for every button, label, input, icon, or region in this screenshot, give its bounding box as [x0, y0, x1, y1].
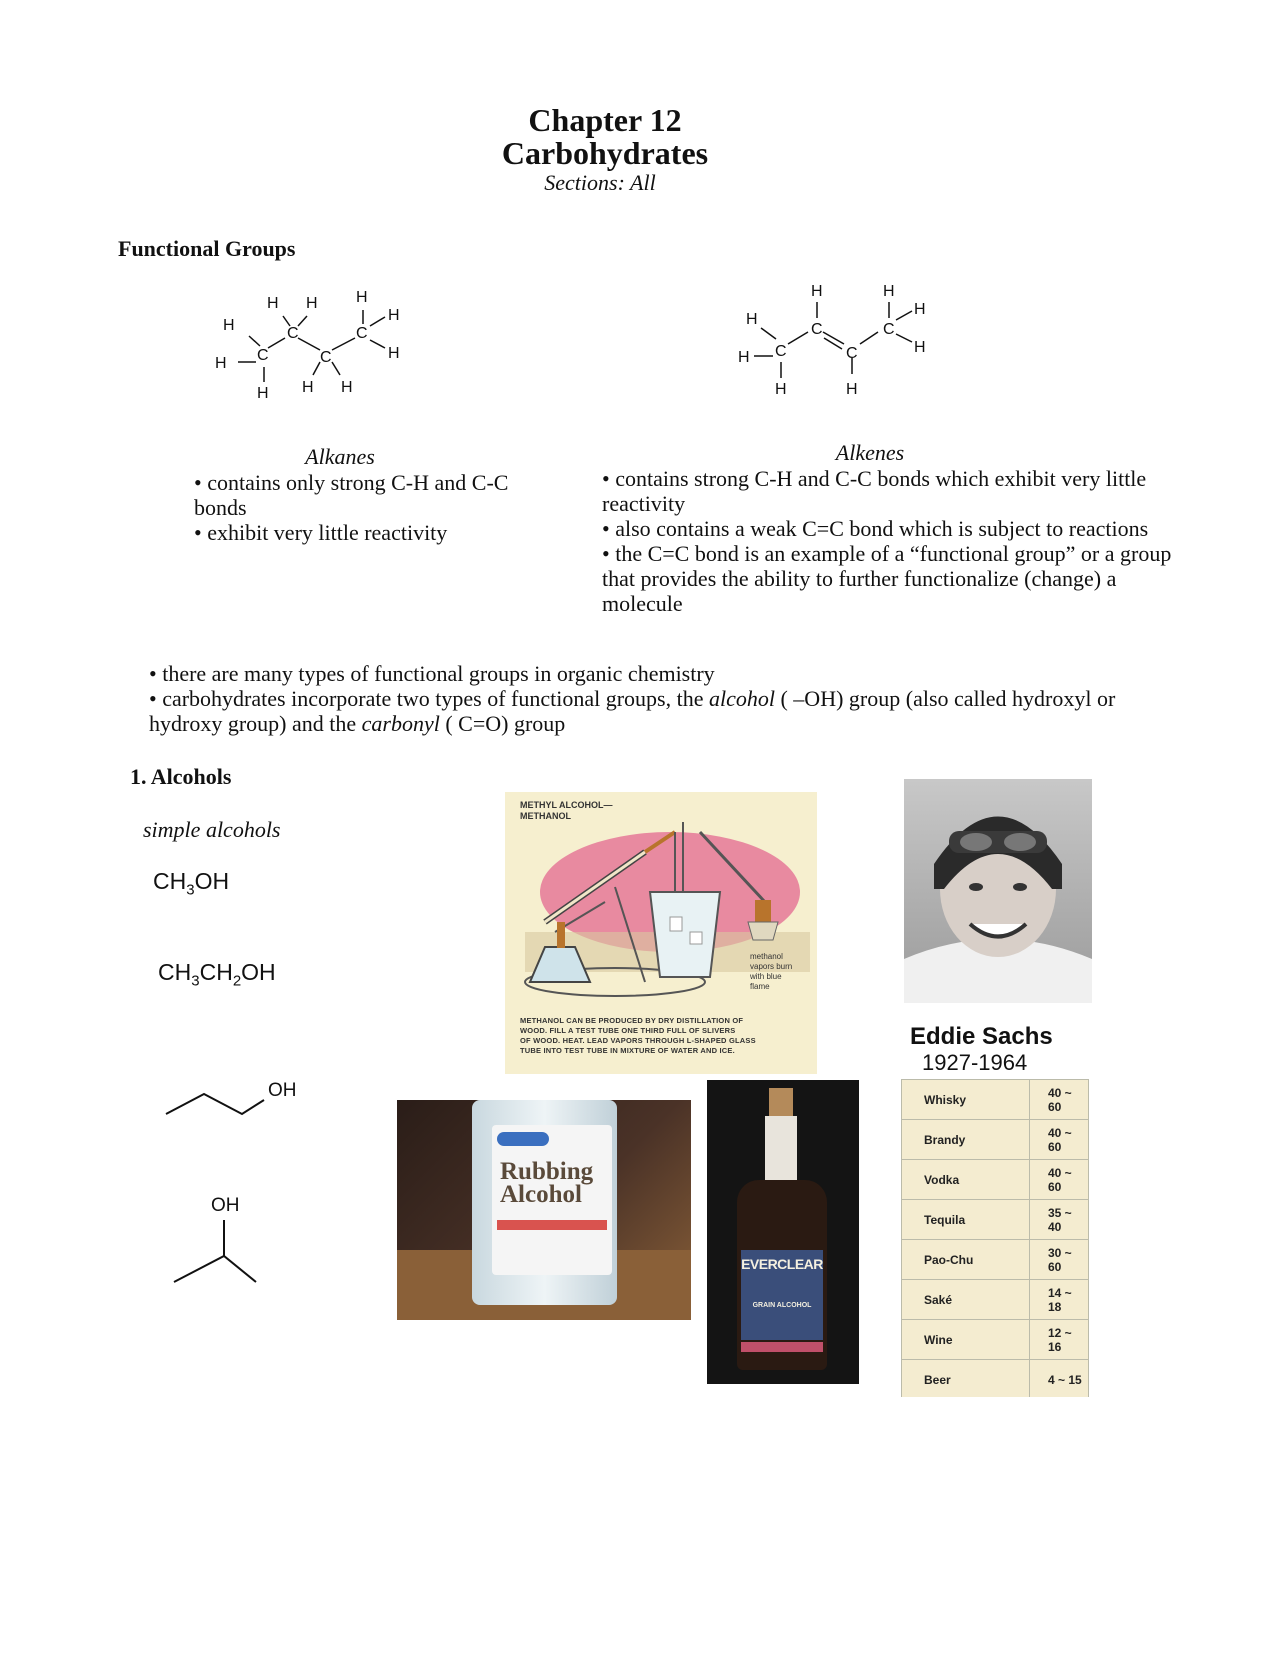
atom-h: H: [846, 381, 858, 398]
drink-abv: 40 ~ 60: [1030, 1080, 1089, 1120]
atom-h: H: [223, 317, 235, 334]
table-row: [902, 1240, 1088, 1280]
alkene-structure: [738, 282, 958, 412]
rubbing-alcohol-label: Rubbing Alcohol: [500, 1158, 594, 1208]
alkanes-caption: Alkanes: [305, 444, 375, 469]
atom-h: H: [257, 385, 269, 402]
atom-h: H: [775, 381, 787, 398]
alkenes-bullet: • contains strong C-H and C-C bonds which exhibit very little reactivity: [602, 466, 1147, 516]
alkenes-bullet: • the C=C bond is an example of a “functional group” or a group that provides the ability to further functionalize (change) a molecule: [602, 541, 1172, 616]
drink-abv: 14 ~ 18: [1030, 1280, 1089, 1320]
portrait-name: Eddie Sachs: [910, 1023, 1053, 1050]
table-row: [902, 1080, 1088, 1120]
diagram-flame-note: methanol vapors burn with blue flame: [750, 952, 793, 991]
eddie-sachs-photo: [904, 779, 1092, 1003]
atom-h: H: [356, 290, 368, 306]
drink-name: Beer: [902, 1360, 1030, 1398]
atom-c: C: [846, 345, 858, 362]
portrait-illustration: [904, 779, 1092, 1003]
everclear-photo: [707, 1080, 859, 1384]
table-row: [902, 1360, 1088, 1398]
simple-alcohols-subheading: simple alcohols: [143, 817, 281, 842]
drink-abv: 40 ~ 60: [1030, 1120, 1089, 1160]
ethanol-formula: $CH_3CH_2OH$: [158, 959, 276, 990]
atom-c: C: [883, 321, 895, 338]
drink-abv: 4 ~ 15: [1030, 1360, 1089, 1398]
sections-note: Sections: All: [544, 170, 656, 195]
everclear-brand: EVERCLEAR: [741, 1256, 823, 1272]
atom-h: H: [914, 339, 926, 356]
alkanes-bullets: [194, 470, 514, 545]
atom-h: H: [883, 283, 895, 300]
drink-abv: 30 ~ 60: [1030, 1240, 1089, 1280]
atom-c: C: [356, 325, 368, 342]
table-row: [902, 1160, 1088, 1200]
methanol-distillation-diagram: [505, 792, 817, 1074]
functional-group-notes: [149, 661, 1149, 736]
drink-abv: 35 ~ 40: [1030, 1200, 1089, 1240]
table-row: [902, 1120, 1088, 1160]
atom-c: C: [257, 347, 269, 364]
atom-h: H: [388, 307, 400, 324]
oh-label: OH: [211, 1195, 240, 1216]
drink-abv: 12 ~ 16: [1030, 1320, 1089, 1360]
abv-table: [902, 1079, 1088, 1397]
rubbing-alcohol-photo: [397, 1100, 691, 1320]
atom-c: C: [287, 325, 299, 342]
atom-c: C: [775, 343, 787, 360]
portrait-years: 1927-1964: [922, 1050, 1028, 1075]
drink-name: Wine: [902, 1320, 1030, 1360]
propanol-structure: [160, 1072, 310, 1122]
note-line-1: • there are many types of functional groups in organic chemistry: [149, 661, 715, 686]
diagram-title: METHYL ALCOHOL— METHANOL: [520, 800, 613, 821]
alkanes-bullet: • contains only strong C-H and C-C bonds: [194, 470, 509, 520]
atom-h: H: [267, 295, 279, 312]
methanol-formula: $CH_3OH$: [153, 868, 230, 899]
atom-h: H: [306, 295, 318, 312]
drink-name: Brandy: [902, 1120, 1030, 1160]
diagram-caption: METHANOL CAN BE PRODUCED BY DRY DISTILLATION OF WOOD. FILL A TEST TUBE ONE THIRD FULL OF SLIVERS OF WOOD. HEAT. LEAD VAPORS THROUGH L-SHAPED GLASS TUBE INTO TEST TUBE IN MIXTURE OF WATER AND ICE.: [520, 1016, 756, 1055]
drink-name: Vodka: [902, 1160, 1030, 1200]
table-row: [902, 1280, 1088, 1320]
alcohol-term: alcohol: [708, 686, 775, 711]
atom-h: H: [738, 349, 750, 366]
oh-label: OH: [268, 1080, 297, 1101]
atom-h: H: [388, 345, 400, 362]
atom-h: H: [811, 283, 823, 300]
alkenes-bullet: • also contains a weak C=C bond which is subject to reactions: [602, 516, 1149, 541]
drink-name: Saké: [902, 1280, 1030, 1320]
atom-h: H: [302, 379, 314, 396]
functional-groups-heading: Functional Groups: [118, 236, 296, 261]
atom-h: H: [746, 311, 758, 328]
alkane-structure: [210, 290, 440, 420]
alkenes-bullets: [602, 466, 1187, 616]
carbonyl-term: carbonyl: [361, 711, 440, 736]
alkenes-caption: Alkenes: [835, 440, 905, 465]
chapter-topic: Carbohydrates: [501, 135, 709, 171]
atom-h: H: [914, 301, 926, 318]
everclear-sub: GRAIN ALCOHOL: [752, 1302, 812, 1309]
note-line-2: • carbohydrates incorporate two types of functional groups, the alcohol ( –OH) group (also called hydroxyl or hydroxy group) and the carbonyl ( C=O) group: [149, 686, 1116, 736]
alcohols-heading: 1. Alcohols: [130, 764, 232, 789]
atom-h: H: [215, 355, 227, 372]
drink-name: Tequila: [902, 1200, 1030, 1240]
table-row: [902, 1320, 1088, 1360]
atom-c: C: [320, 349, 332, 366]
chapter-title: Chapter 12: [528, 102, 682, 138]
atom-c: C: [811, 321, 823, 338]
alkanes-bullet: • exhibit very little reactivity: [194, 520, 448, 545]
drink-name: Whisky: [902, 1080, 1030, 1120]
isopropanol-structure: [170, 1192, 270, 1287]
alcohol-content-table: [901, 1079, 1089, 1397]
atom-h: H: [341, 379, 353, 396]
table-row: [902, 1200, 1088, 1240]
drink-abv: 40 ~ 60: [1030, 1160, 1089, 1200]
drink-name: Pao-Chu: [902, 1240, 1030, 1280]
